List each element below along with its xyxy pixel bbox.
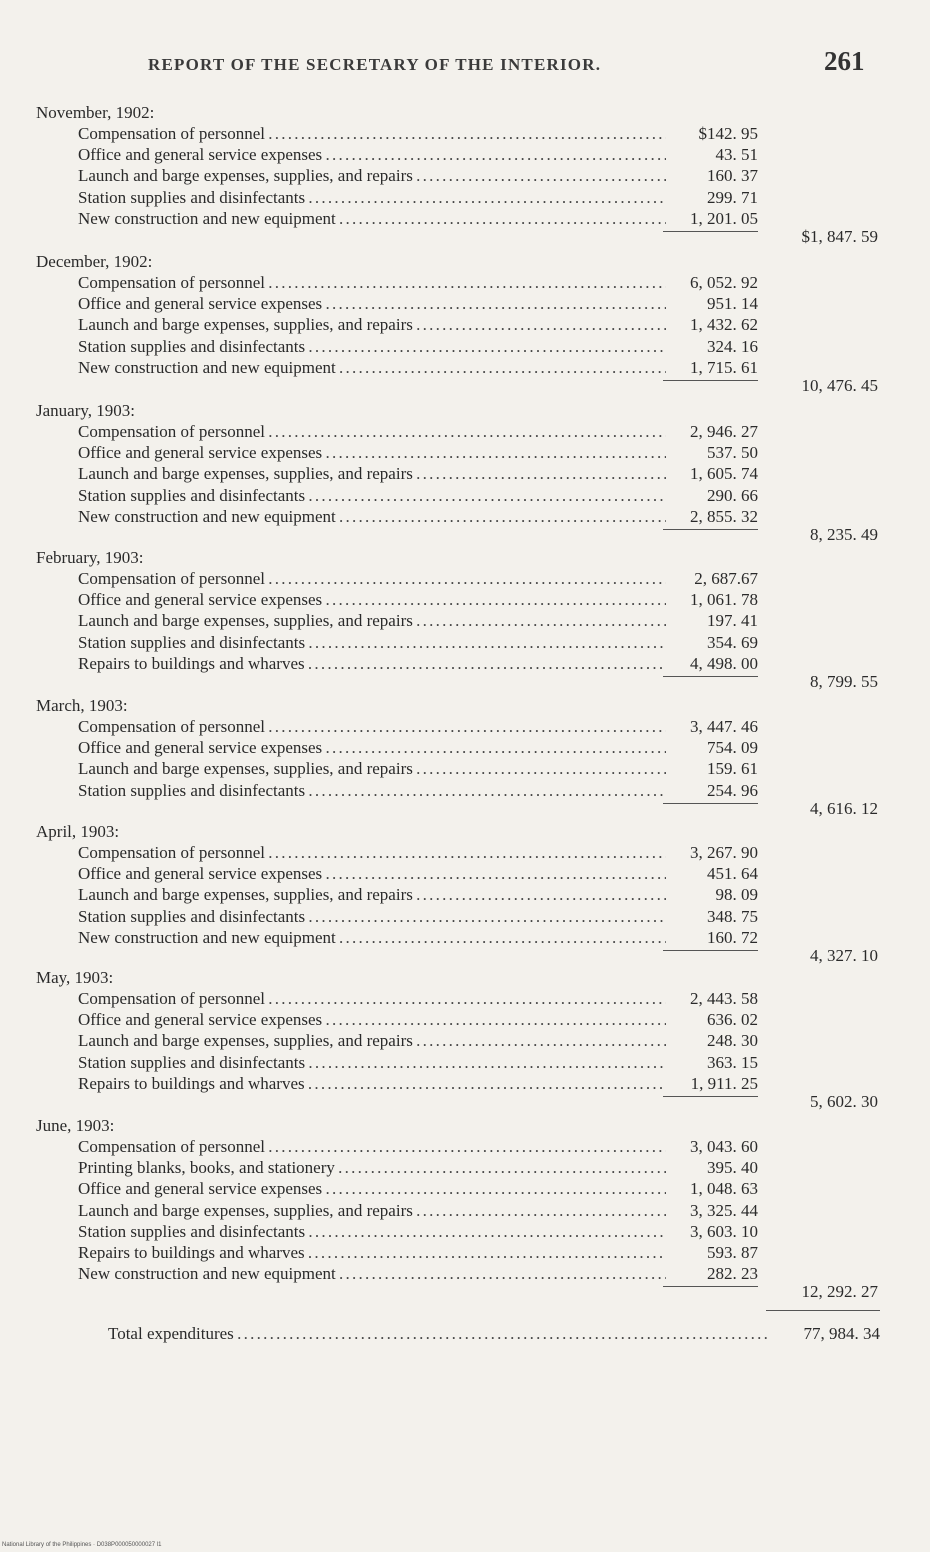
expense-row: [78, 653, 758, 674]
expense-row: [78, 187, 758, 208]
expense-row: [78, 123, 758, 144]
expense-row: [78, 165, 758, 186]
expense-label: New construction and new equipment . . .: [78, 357, 666, 378]
expense-label: Launch and barge expenses, supplies, and repairs . . .: [78, 463, 666, 484]
expense-amount: 395. 40: [704, 1157, 758, 1178]
expense-row: [78, 1221, 758, 1242]
expense-row: [78, 863, 758, 884]
expense-amount: 451. 64: [704, 863, 758, 884]
subtotal-rule: [663, 231, 758, 232]
month-heading: November, 1902:: [36, 103, 155, 122]
expense-label: Compensation of personnel . . .: [78, 272, 666, 293]
expense-row: [78, 610, 758, 631]
month-heading: December, 1902:: [36, 252, 153, 271]
expense-row: [78, 906, 758, 927]
expense-row: [78, 485, 758, 506]
month-total: 8, 235. 49: [810, 525, 878, 544]
expense-amount: 593. 87: [704, 1242, 758, 1263]
month-heading: April, 1903:: [36, 822, 120, 841]
expense-amount: 1, 605. 74: [687, 463, 758, 484]
month-heading: January, 1903:: [36, 401, 135, 420]
expense-row: [78, 506, 758, 527]
month-total: 8, 799. 55: [810, 672, 878, 691]
expense-label: New construction and new equipment . . .: [78, 1263, 666, 1284]
expense-amount: 6, 052. 92: [687, 272, 758, 293]
expense-amount: 2, 855. 32: [687, 506, 758, 527]
month-total: $1, 847. 59: [801, 227, 878, 246]
expense-row: [78, 463, 758, 484]
expense-row: [78, 1052, 758, 1073]
expense-label: Station supplies and disinfectants . . .: [78, 906, 666, 927]
expense-amount: 2, 687.67: [691, 568, 758, 589]
expense-label: New construction and new equipment . . .: [78, 208, 666, 229]
expense-row: [78, 988, 758, 1009]
expense-row: [78, 314, 758, 335]
expense-label: Station supplies and disinfectants . . .: [78, 1052, 666, 1073]
expense-amount: 98. 09: [713, 884, 759, 905]
expense-row: [78, 1157, 758, 1178]
month-total: 4, 327. 10: [810, 946, 878, 965]
expense-row: [78, 758, 758, 779]
expense-row: [78, 421, 758, 442]
month-total: 5, 602. 30: [810, 1092, 878, 1111]
expense-amount: 1, 911. 25: [688, 1073, 758, 1094]
expense-row: [78, 1200, 758, 1221]
expense-row: [78, 716, 758, 737]
expense-label: Compensation of personnel . . .: [78, 842, 666, 863]
expense-amount: 43. 51: [713, 144, 759, 165]
expense-label: Office and general service expenses . . .: [78, 442, 666, 463]
expense-row: [78, 1009, 758, 1030]
expense-amount: 363. 15: [704, 1052, 758, 1073]
expense-label: Compensation of personnel . . .: [78, 568, 666, 589]
grand-total-amount: 77, 984. 34: [800, 1323, 881, 1345]
expense-amount: 1, 061. 78: [687, 589, 758, 610]
expense-label: Office and general service expenses . . .: [78, 737, 666, 758]
expense-label: Station supplies and disinfectants . . .: [78, 485, 666, 506]
expense-amount: 290. 66: [704, 485, 758, 506]
expense-amount: 354. 69: [704, 632, 758, 653]
subtotal-rule: [663, 676, 758, 677]
expense-amount: $142. 95: [696, 123, 759, 144]
expense-amount: 537. 50: [704, 442, 758, 463]
expense-label: New construction and new equipment . . .: [78, 927, 666, 948]
expense-label: Office and general service expenses . . .: [78, 1009, 666, 1030]
expense-amount: 254. 96: [704, 780, 758, 801]
expense-label: Office and general service expenses . . .: [78, 1178, 666, 1199]
expense-label: Compensation of personnel . . .: [78, 988, 666, 1009]
expense-label: Office and general service expenses . . .: [78, 144, 666, 165]
expense-amount: 754. 09: [704, 737, 758, 758]
expense-amount: 951. 14: [704, 293, 758, 314]
expense-row: [78, 568, 758, 589]
grand-total-label: Total expenditures . . .: [108, 1323, 768, 1345]
expense-label: New construction and new equipment . . .: [78, 506, 666, 527]
expense-amount: 1, 048. 63: [687, 1178, 758, 1199]
expense-amount: 1, 201. 05: [687, 208, 758, 229]
expense-amount: 282. 23: [704, 1263, 758, 1284]
expense-label: Launch and barge expenses, supplies, and repairs . . .: [78, 1200, 666, 1221]
expense-amount: 3, 603. 10: [687, 1221, 758, 1242]
expense-label: Launch and barge expenses, supplies, and repairs . . .: [78, 165, 666, 186]
expense-label: Repairs to buildings and wharves . . .: [78, 1073, 666, 1094]
expense-label: Compensation of personnel . . .: [78, 123, 666, 144]
expense-amount: 160. 72: [704, 927, 758, 948]
month-total: 4, 616. 12: [810, 798, 878, 818]
expense-row: [78, 357, 758, 378]
expense-label: Launch and barge expenses, supplies, and repairs . . .: [78, 1030, 666, 1051]
expense-label: Station supplies and disinfectants . . .: [78, 1221, 666, 1242]
expense-amount: 3, 267. 90: [687, 842, 758, 863]
grand-total-row: [108, 1323, 880, 1345]
expense-row: [78, 293, 758, 314]
expense-amount: 299. 71: [704, 187, 758, 208]
expense-label: Station supplies and disinfectants . . .: [78, 336, 666, 357]
scan-footer-note: National Library of the Philippines · D038P000050000027 l1: [2, 1542, 162, 1548]
subtotal-rule: [663, 529, 758, 530]
expense-amount: 159. 61: [704, 758, 758, 779]
expense-row: [78, 927, 758, 948]
page-number: 261: [824, 46, 865, 76]
expense-amount: 2, 946. 27: [687, 421, 758, 442]
expense-amount: 3, 043. 60: [687, 1136, 758, 1157]
subtotal-rule: [663, 380, 758, 381]
expense-row: [78, 272, 758, 293]
expense-amount: 4, 498. 00: [687, 653, 758, 674]
expense-row: [78, 1073, 758, 1094]
grand-total-rule: [766, 1310, 880, 1311]
expense-row: [78, 1136, 758, 1157]
expense-label: Compensation of personnel . . .: [78, 1136, 666, 1157]
expense-amount: 324. 16: [704, 336, 758, 357]
expense-row: [78, 1178, 758, 1199]
month-heading: June, 1903:: [36, 1116, 115, 1135]
expense-row: [78, 1030, 758, 1051]
expense-row: [78, 336, 758, 357]
month-heading: February, 1903:: [36, 548, 144, 567]
expense-amount: 3, 447. 46: [687, 716, 758, 737]
expense-label: Repairs to buildings and wharves . . .: [78, 653, 666, 674]
expense-row: [78, 1263, 758, 1284]
expense-amount: 348. 75: [704, 906, 758, 927]
expense-label: Office and general service expenses . . .: [78, 293, 666, 314]
expense-row: [78, 780, 758, 801]
expense-label: Launch and barge expenses, supplies, and repairs . . .: [78, 610, 666, 631]
expense-row: [78, 589, 758, 610]
expense-label: Station supplies and disinfectants . . .: [78, 780, 666, 801]
expense-label: Compensation of personnel . . .: [78, 716, 666, 737]
expense-row: [78, 842, 758, 863]
expense-row: [78, 737, 758, 758]
month-total: 10, 476. 45: [801, 376, 878, 395]
expense-amount: 636. 02: [704, 1009, 758, 1030]
expense-row: [78, 1242, 758, 1263]
expense-amount: 160. 37: [704, 165, 758, 186]
expense-amount: 2, 443. 58: [687, 988, 758, 1009]
subtotal-rule: [663, 803, 758, 804]
expense-row: [78, 632, 758, 653]
month-total: 12, 292. 27: [801, 1282, 878, 1302]
month-heading: March, 1903:: [36, 696, 128, 715]
expense-label: Office and general service expenses . . .: [78, 589, 666, 610]
expense-label: Printing blanks, books, and stationery . . .: [78, 1157, 666, 1178]
expense-row: [78, 442, 758, 463]
expense-amount: 3, 325. 44: [687, 1200, 758, 1221]
month-heading: May, 1903:: [36, 968, 114, 987]
expense-amount: 197. 41: [704, 610, 758, 631]
expense-label: Launch and barge expenses, supplies, and repairs . . .: [78, 758, 666, 779]
expense-row: [78, 884, 758, 905]
expense-amount: 1, 715. 61: [687, 357, 758, 378]
expense-amount: 1, 432. 62: [687, 314, 758, 335]
subtotal-rule: [663, 1286, 758, 1287]
expense-label: Launch and barge expenses, supplies, and repairs . . .: [78, 884, 666, 905]
expense-label: Compensation of personnel . . .: [78, 421, 666, 442]
expense-label: Station supplies and disinfectants . . .: [78, 187, 666, 208]
expense-label: Station supplies and disinfectants . . .: [78, 632, 666, 653]
subtotal-rule: [663, 1096, 758, 1097]
expense-amount: 248. 30: [704, 1030, 758, 1051]
expense-label: Launch and barge expenses, supplies, and repairs . . .: [78, 314, 666, 335]
expense-row: [78, 144, 758, 165]
expense-row: [78, 208, 758, 229]
expense-label: Repairs to buildings and wharves . . .: [78, 1242, 666, 1263]
page-header-title: REPORT OF THE SECRETARY OF THE INTERIOR.: [148, 55, 602, 74]
subtotal-rule: [663, 950, 758, 951]
expense-label: Office and general service expenses . . .: [78, 863, 666, 884]
